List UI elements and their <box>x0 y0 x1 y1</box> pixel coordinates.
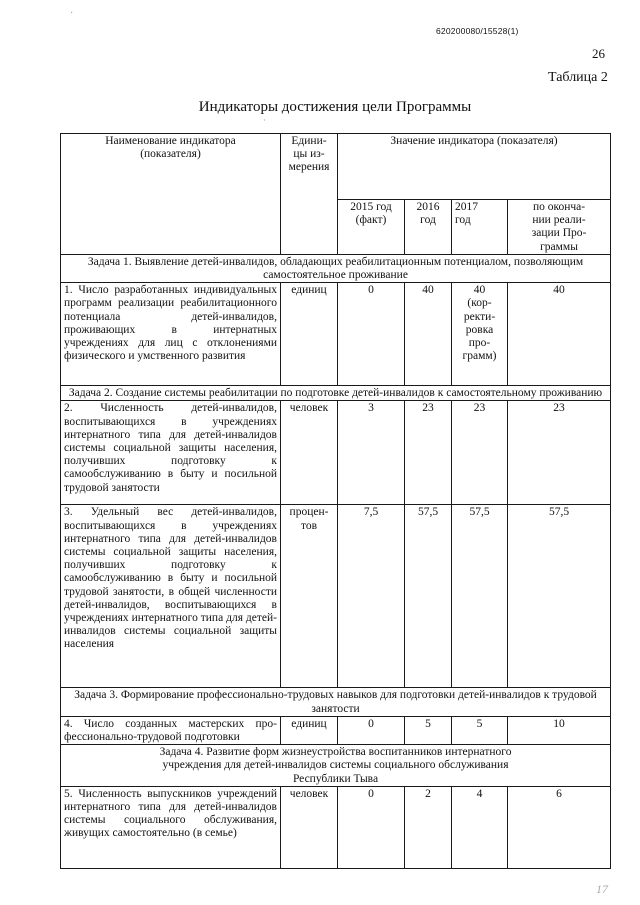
value-2016: 23 <box>405 401 452 505</box>
indicator-name: 2. Численность детей-инвалидов, воспитывающихся в учреждениях интернатного типа для детей-инвалидов системы социальной защиты населения, получивших подготовку к самообслуживанию в быту и посильной трудовой занятости <box>61 401 281 505</box>
value-2015: 7,5 <box>338 505 405 688</box>
scan-mark: · <box>70 8 74 19</box>
page-title: Индикаторы достижения цели Программы <box>198 99 472 115</box>
table-row <box>61 716 611 744</box>
indicator-unit: единиц <box>281 283 338 386</box>
table-row <box>61 505 611 688</box>
table-row <box>61 401 611 505</box>
header-2017: 2017 год <box>452 200 508 255</box>
value-2015: 0 <box>338 716 405 744</box>
task-row <box>61 386 611 401</box>
scan-dot: · <box>263 116 266 125</box>
value-2017: 5 <box>452 716 508 744</box>
value-2015: 0 <box>338 786 405 868</box>
value-program-end: 23 <box>508 401 611 505</box>
header-value-group: Значение индикатора (показателя) <box>338 134 611 200</box>
table-header-row <box>61 134 611 200</box>
indicator-unit: человек <box>281 401 338 505</box>
indicator-unit: процен- тов <box>281 505 338 688</box>
value-2017: 57,5 <box>452 505 508 688</box>
value-2015: 3 <box>338 401 405 505</box>
value-program-end: 40 <box>508 283 611 386</box>
corner-handwritten-mark: 17 <box>596 882 608 896</box>
page-number: 26 <box>592 46 605 61</box>
indicator-name: 1. Число разработанных индивидуальных программ реализации реабилитационного потенциала детей-инвалидов, проживающих в интернатных учреждениях для лиц с отклонениями физического и умственного развития <box>61 283 281 386</box>
value-2016: 2 <box>405 786 452 868</box>
indicator-name: 3. Удельный вес детей-инвалидов, воспитывающихся в учреждениях интернатного типа для детей-инвалидов системы социальной защиты населения, получивших подготовку к самообслуживанию в быту и посильной трудовой занятости, в общей численности детей-инвалидов, воспитывающихся в учреждениях интернатного типа для детей-инвалидов системы социальной защиты населения <box>61 505 281 688</box>
task-title: Задача 1. Выявление детей-инвалидов, обладающих реабилитационным потенциалом, позволяющим самостоятельное проживание <box>61 254 611 282</box>
value-2017: 40 (кор- ректи- ровка про- грамм) <box>452 283 508 386</box>
indicator-unit: человек <box>281 786 338 868</box>
table-row <box>61 283 611 386</box>
value-2015: 0 <box>338 283 405 386</box>
value-2017: 23 <box>452 401 508 505</box>
header-2016: 2016 год <box>405 200 452 255</box>
indicator-unit: единиц <box>281 716 338 744</box>
indicator-name: 4. Число созданных мастерских профессионально-трудовой подготовки <box>61 716 281 744</box>
task-row <box>61 745 611 787</box>
value-program-end: 6 <box>508 786 611 868</box>
header-unit: Едини- цы из- мерения <box>281 134 338 255</box>
table-row <box>61 786 611 868</box>
value-2016: 5 <box>405 716 452 744</box>
value-2016: 57,5 <box>405 505 452 688</box>
value-2016: 40 <box>405 283 452 386</box>
indicators-table <box>60 133 611 869</box>
document-id: 620200080/15528(1) <box>436 26 519 36</box>
value-2017: 4 <box>452 786 508 868</box>
task-title: Задача 4. Развитие форм жизнеустройства воспитанников интернатного учреждения для детей-инвалидов системы социального обслуживания Республики Тыва <box>61 745 611 787</box>
task-row <box>61 688 611 716</box>
task-row <box>61 254 611 282</box>
table-label: Таблица 2 <box>548 70 608 85</box>
task-title: Задача 2. Создание системы реабилитации по подготовке детей-инвалидов к самостоятельному проживанию <box>61 386 611 401</box>
indicator-name: 5. Численность выпускников учреждений интернатного типа для детей-инвалидов системы социального обслуживания, живущих самостоятельно (в семье) <box>61 786 281 868</box>
value-program-end: 57,5 <box>508 505 611 688</box>
header-program-end: по оконча- нии реали- зации Про- граммы <box>508 200 611 255</box>
value-program-end: 10 <box>508 716 611 744</box>
header-2015: 2015 год (факт) <box>338 200 405 255</box>
task-title: Задача 3. Формирование профессионально-трудовых навыков для подготовки детей-инвалидов к трудовой занятости <box>61 688 611 716</box>
header-indicator-name: Наименование индикатора (показателя) <box>61 134 281 255</box>
